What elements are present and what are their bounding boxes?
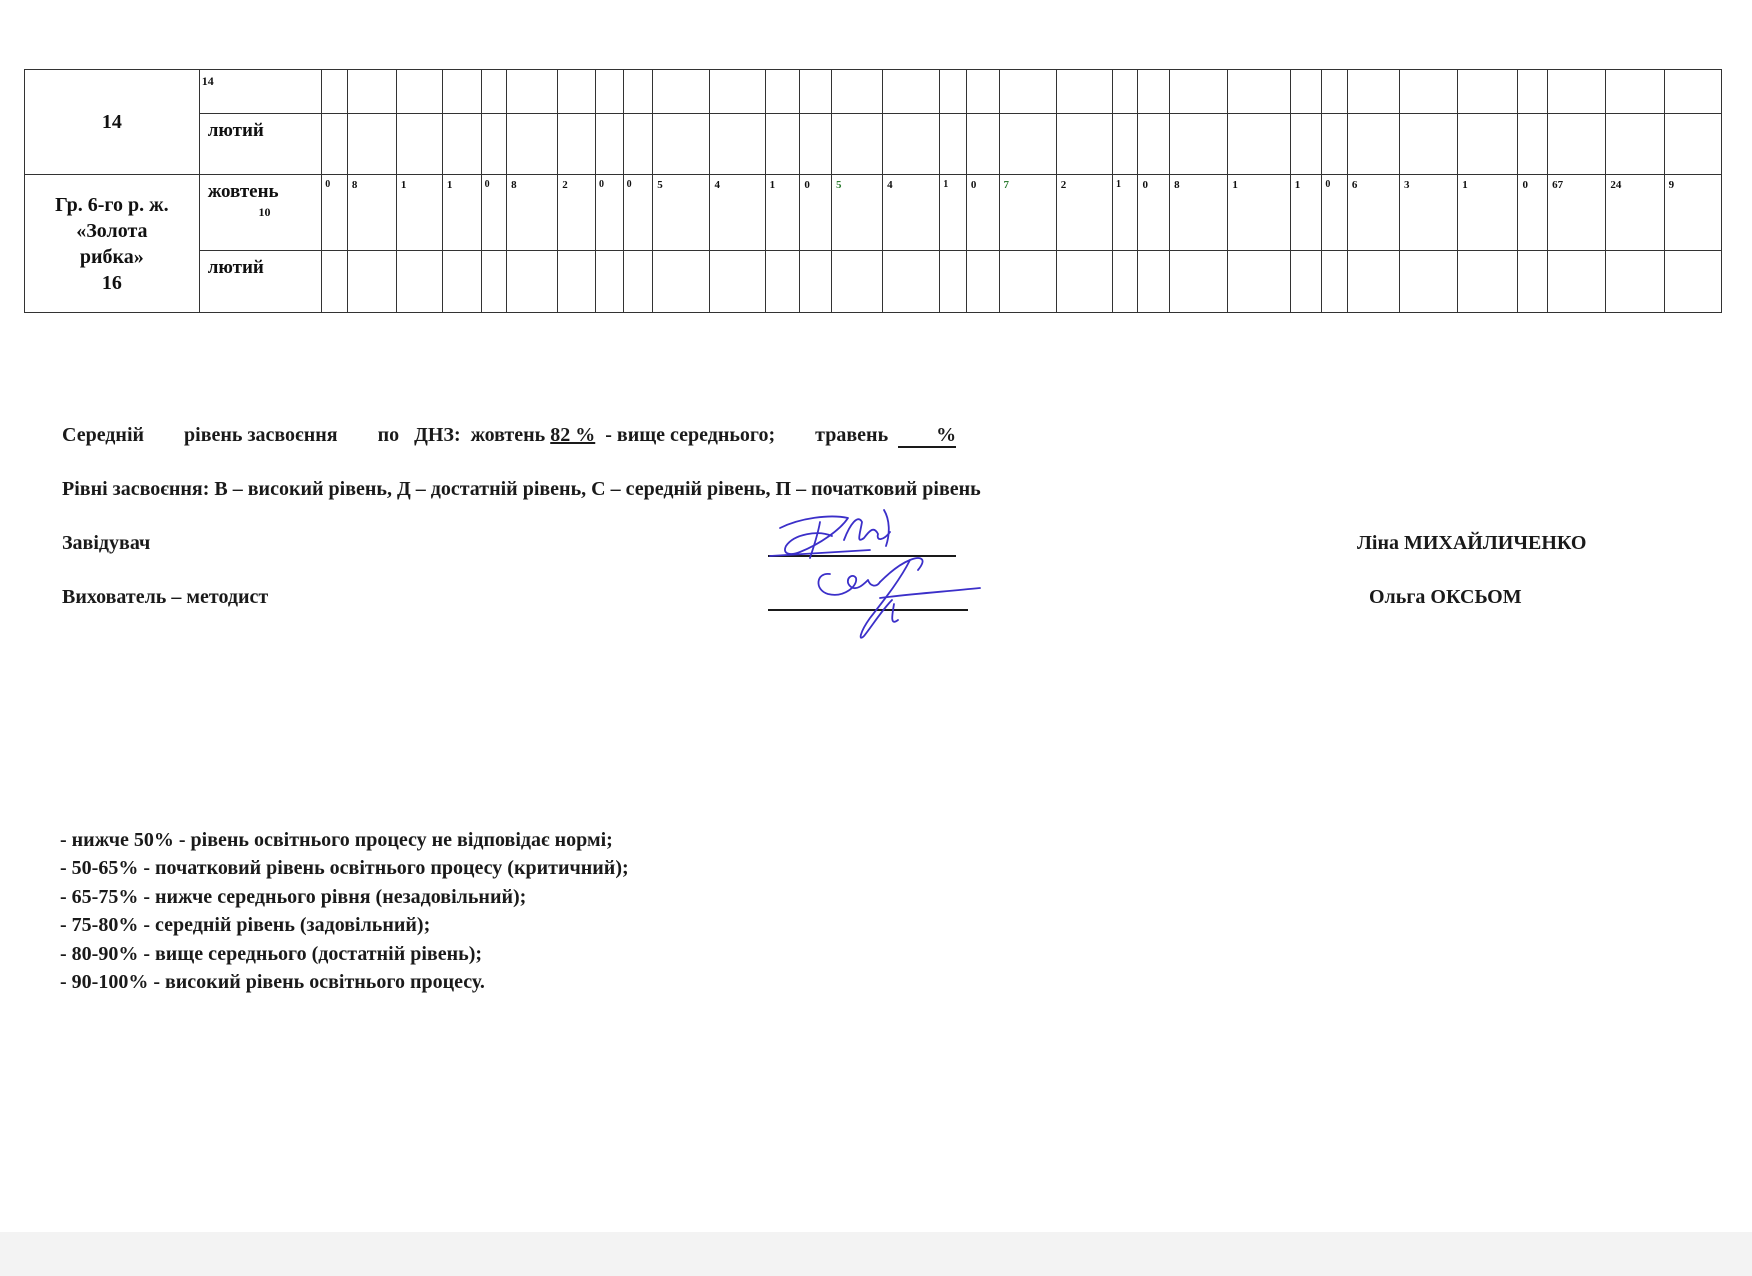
table-cell [596,251,624,313]
table-cell [883,251,940,313]
value-cell: 1 [442,175,481,251]
value-cell: 7 [999,175,1056,251]
table-cell [1606,114,1664,175]
table-row [25,114,1722,175]
table-cell [710,251,765,313]
value-cell: 24 [1606,175,1664,251]
table-cell [481,114,507,175]
table-cell [1290,251,1322,313]
table-cell [999,251,1056,313]
table-cell [623,70,653,114]
table-cell [966,114,999,175]
value-cell: 5 [832,175,883,251]
value-cell: 8 [507,175,558,251]
value-cell: 1 [1290,175,1322,251]
table-cell [507,251,558,313]
table-cell [1347,114,1399,175]
table-cell [1112,114,1138,175]
table-cell [481,251,507,313]
table-cell [1290,70,1322,114]
table-cell [442,114,481,175]
table-cell [1056,114,1112,175]
group-name-cell: 14 [25,70,200,175]
table-cell [347,70,396,114]
value-cell: 4 [710,175,765,251]
table-cell [1138,251,1170,313]
table-cell [999,114,1056,175]
value-cell: 1 [765,175,800,251]
table-cell [940,70,967,114]
table-cell [442,251,481,313]
table-cell [832,251,883,313]
table-cell [1664,70,1721,114]
levels-line: Рівні засвоєння: В – високий рівень, Д – достатній рівень, С – середній рівень, П – початковий рівень [62,478,981,500]
value-cell: 1 [1228,175,1290,251]
legend-item: - 75-80% - середній рівень (задовільний); [60,914,431,937]
legend-item: - нижче 50% - рівень освітнього процесу не відповідає нормі; [60,829,613,851]
table-cell [1518,70,1548,114]
table-cell [1322,251,1348,313]
table-cell [765,70,800,114]
table-cell [1056,70,1112,114]
table-cell [1056,251,1112,313]
value-cell: 3 [1399,175,1457,251]
table-cell [558,70,596,114]
table-cell [883,114,940,175]
table-cell [832,114,883,175]
value-cell: 0 [966,175,999,251]
table-cell [653,70,710,114]
value-cell: 0 [623,175,653,251]
value-cell: 9 [1664,175,1721,251]
month-name: жовтень [207,181,279,202]
may-average-value: % [898,425,956,448]
table-row [25,251,1722,313]
value-cell: 0 [1138,175,1170,251]
value-cell: 1 [396,175,442,251]
table-cell [765,251,800,313]
head-name: Ліна МИХАЙЛИЧЕНКО [1357,532,1587,554]
scan-bottom-shadow [0,1232,1752,1276]
table-cell [558,251,596,313]
table-cell [966,70,999,114]
value-cell: 67 [1548,175,1606,251]
table-cell [1290,114,1322,175]
value-cell: 1 [1112,175,1138,251]
table-cell [1518,251,1548,313]
value-cell: 0 [322,175,348,251]
table-cell [1347,251,1399,313]
summary-middle: - вище середнього; травень [595,424,899,446]
table-cell [800,114,832,175]
value-cell: 4 [883,175,940,251]
table-cell [396,114,442,175]
table-cell [1347,70,1399,114]
table-cell [710,70,765,114]
table-cell [1170,114,1228,175]
table-row [25,70,1722,114]
october-average-value: 82 % [550,424,596,446]
group-header-value: 14 [199,70,322,114]
table-cell [883,70,940,114]
month-label-february: лютий [199,251,322,313]
value-cell: 6 [1347,175,1399,251]
table-cell [1548,114,1606,175]
table-cell [800,70,832,114]
table-cell [940,114,967,175]
table-cell [507,70,558,114]
value-cell: 5 [653,175,710,251]
month-sub-value: 10 [258,205,271,219]
table-cell [623,114,653,175]
value-cell: 8 [347,175,396,251]
table-cell [322,70,348,114]
table-cell [1228,251,1290,313]
results-table [24,69,1722,313]
legend-item: - 90-100% - високий рівень освітнього процесу. [60,971,485,994]
value-cell: 1 [1458,175,1518,251]
table-row [25,175,1722,251]
summary-line [62,424,956,448]
value-cell: 0 [596,175,624,251]
table-cell [596,114,624,175]
table-cell [1399,114,1457,175]
legend-item: - 50-65% - початковий рівень освітнього процесу (критичний); [60,857,629,880]
table-cell [481,70,507,114]
group-name-cell [25,175,200,313]
table-cell [940,251,967,313]
table-cell [507,114,558,175]
table-cell [347,251,396,313]
table-cell [623,251,653,313]
value-cell: 0 [800,175,832,251]
value-cell: 2 [1056,175,1112,251]
month-label-february: лютий [199,114,322,175]
signature-scribble [760,500,990,660]
value-cell: 0 [481,175,507,251]
table-cell [1664,251,1721,313]
table-cell [1518,114,1548,175]
table-cell [832,70,883,114]
table-cell [1458,251,1518,313]
table-cell [1322,70,1348,114]
group-name-line: «Золота [76,219,148,242]
value-cell: 2 [558,175,596,251]
table-cell [396,70,442,114]
table-cell [966,251,999,313]
table-cell [1170,251,1228,313]
table-cell [558,114,596,175]
methodist-name: Ольга ОКСЬОМ [1369,586,1522,608]
table-cell [442,70,481,114]
value-cell: 8 [1170,175,1228,251]
legend-item: - 65-75% - нижче середнього рівня (незадовільний); [60,885,527,908]
table-cell [322,114,348,175]
table-cell [1606,70,1664,114]
methodist-title: Вихователь – методист [62,586,269,608]
month-label-october [199,175,322,251]
table-cell [1458,114,1518,175]
head-title: Завідувач [62,532,151,554]
table-cell [653,251,710,313]
table-cell [1548,70,1606,114]
table-cell [322,251,348,313]
table-cell [1399,70,1457,114]
table-cell [1228,114,1290,175]
table-cell [1170,70,1228,114]
table-cell [1399,251,1457,313]
value-cell: 1 [940,175,967,251]
table-cell [800,251,832,313]
summary-prefix: Середній рівень засвоєння по ДНЗ: жовтень [62,424,551,446]
table-cell [1458,70,1518,114]
legend-item: - 80-90% - вище середнього (достатній рівень); [60,942,483,965]
table-cell [1112,251,1138,313]
value-cell: 0 [1518,175,1548,251]
table-cell [999,70,1056,114]
table-cell [596,70,624,114]
table-cell [1548,251,1606,313]
group-name-line: Гр. 6-го р. ж. [55,193,169,216]
group-name-line: рибка» [79,245,144,268]
table-cell [1606,251,1664,313]
table-cell [653,114,710,175]
table-cell [347,114,396,175]
table-cell [1138,70,1170,114]
table-cell [1322,114,1348,175]
table-cell [396,251,442,313]
table-cell [765,114,800,175]
value-cell: 0 [1322,175,1348,251]
table-cell [1138,114,1170,175]
table-cell [710,114,765,175]
table-cell [1664,114,1721,175]
legend-list [60,826,629,996]
group-name-line: 16 [101,271,122,294]
table-cell [1228,70,1290,114]
table-cell [1112,70,1138,114]
